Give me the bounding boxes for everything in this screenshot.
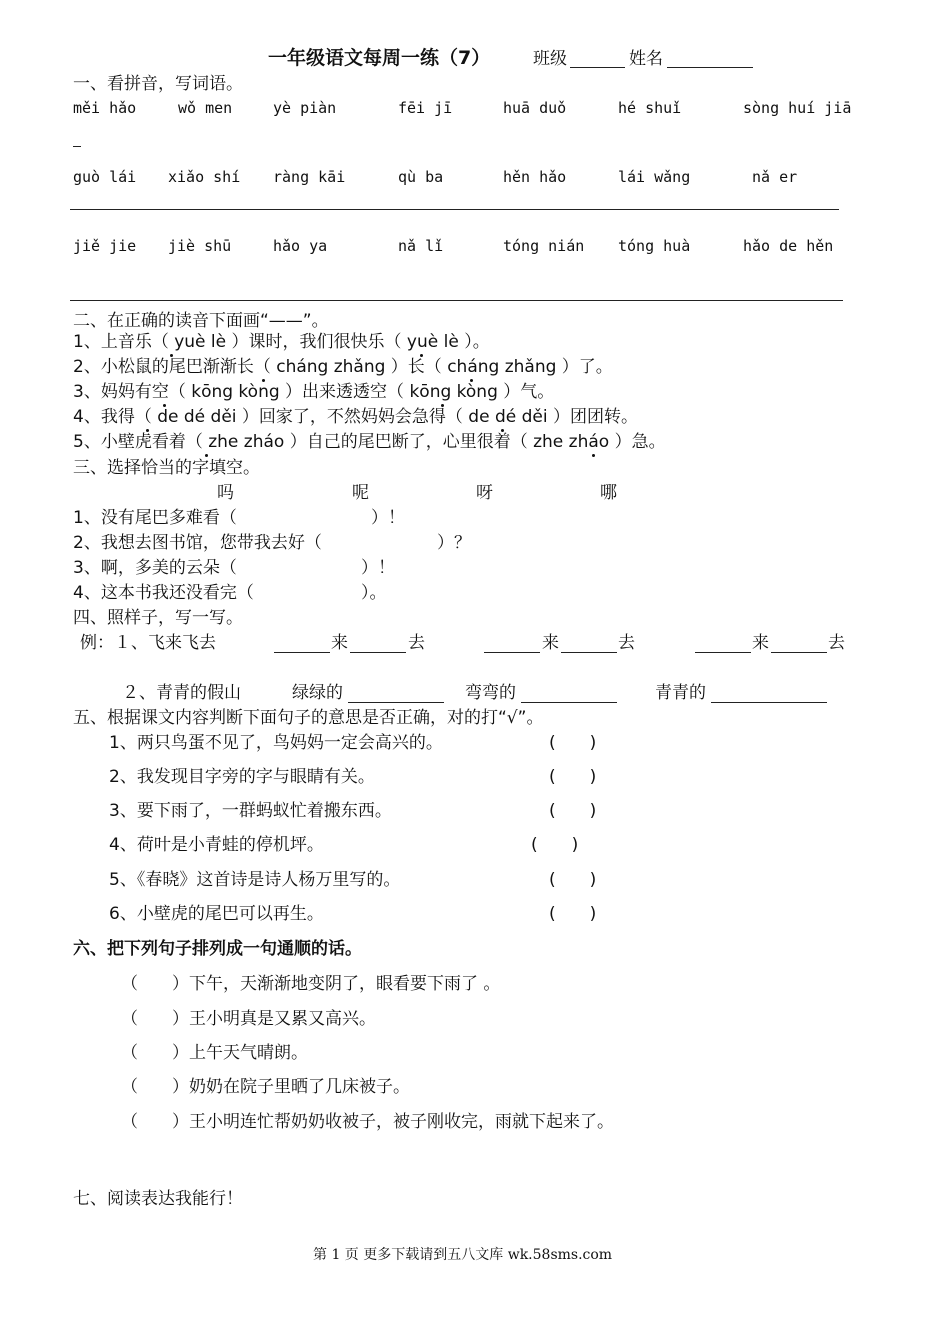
pinyin-item: sòng huí jiā	[743, 99, 852, 117]
char-qu: 去	[618, 633, 635, 653]
judgement-item: 4、荷叶是小青蛙的停机坪。	[109, 835, 324, 855]
pinyin-item: ràng kāi	[273, 168, 346, 186]
pronunciation-question: 4、我得（ de dé děi ）回家了，不然妈妈会急得（ de dé děi ）团团转。	[73, 407, 638, 427]
page-title: 一年级语文每周一练（7）	[268, 47, 491, 69]
emphasis-dot	[501, 429, 504, 432]
name-blank[interactable]	[667, 67, 753, 68]
pinyin-item: hǎo de hěn	[743, 237, 834, 255]
example-2: ２、青青的假山	[122, 683, 241, 703]
judgement-item: 3、要下雨了，一群蚂蚁忙着搬东西。	[109, 801, 392, 821]
fill-close-4: ）。	[361, 583, 387, 603]
judgement-item: 5、《春晓》这首诗是诗人杨万里写的。	[109, 870, 401, 890]
name-label: 姓名	[629, 49, 663, 69]
pinyin-item: yè piàn	[273, 99, 337, 117]
pinyin-item: nǎ lǐ	[398, 237, 444, 255]
fill-close-1: ）！	[371, 508, 405, 528]
emphasis-dot	[420, 354, 423, 357]
ordering-item[interactable]: （ ）王小明连忙帮奶奶收被子，被子刚收完，雨就下起来了。	[121, 1112, 614, 1132]
pinyin-item: lái wǎng	[618, 168, 691, 186]
pinyin-item: hǎo ya	[273, 237, 328, 255]
page-footer: 第 1 页 更多下载请到五八文库 wk.58sms.com	[313, 1247, 613, 1263]
char-lai: 来	[752, 633, 769, 653]
pinyin-item: tóng huà	[618, 237, 691, 255]
pinyin-item: fēi jī	[398, 99, 453, 117]
emphasis-dot	[146, 429, 149, 432]
emphasis-dot	[170, 354, 173, 357]
emphasis-dot	[441, 404, 444, 407]
section-4-heading: 四、照样子，写一写。	[73, 608, 243, 628]
pronunciation-question: 3、妈妈有空（ kōng kòng ）出来透透空（ kōng kòng ）气。	[73, 382, 555, 402]
example-1: 例：１、飞来飞去	[80, 633, 216, 653]
ordering-item[interactable]: （ ）上午天气晴朗。	[121, 1043, 308, 1063]
emphasis-dot	[592, 454, 595, 457]
answer-parens[interactable]: ( )	[531, 835, 579, 855]
section-3-heading: 三、选择恰当的字填空。	[73, 458, 260, 478]
pronunciation-question: 1、上音乐（ yuè lè ）课时，我们很快乐（ yuè lè ）。	[73, 332, 490, 352]
answer-parens[interactable]: ( )	[549, 801, 597, 821]
class-label: 班级	[533, 49, 567, 69]
pinyin-item: jiè shū	[168, 237, 232, 255]
pinyin-item: hé shuǐ	[618, 99, 682, 117]
fill-question-1: 1、没有尾巴多难看（	[73, 508, 237, 528]
ordering-item[interactable]: （ ）下午，天渐渐地变阴了，眼看要下雨了 。	[121, 974, 501, 994]
blank[interactable]	[711, 702, 827, 703]
char-qu: 去	[828, 633, 845, 653]
fill-close-3: ）！	[361, 558, 395, 578]
blank[interactable]	[274, 652, 330, 653]
blank[interactable]	[348, 702, 444, 703]
judgement-item: 2、我发现目字旁的字与眼睛有关。	[109, 767, 375, 787]
emphasis-dot	[205, 454, 208, 457]
ordering-item[interactable]: （ ）奶奶在院子里晒了几床被子。	[121, 1077, 410, 1097]
pinyin-item: měi hǎo	[73, 99, 137, 117]
answer-parens[interactable]: ( )	[549, 904, 597, 924]
pinyin-item: hěn hǎo	[503, 168, 567, 186]
fill-question-3: 3、啊，多美的云朵（	[73, 558, 237, 578]
pinyin-item: xiǎo shí	[168, 168, 241, 186]
answer-parens[interactable]: ( )	[549, 767, 597, 787]
answer-parens[interactable]: ( )	[549, 733, 597, 753]
fill-close-2: ）？	[437, 533, 471, 553]
pronunciation-question: 5、小壁虎看着（ zhe zháo ）自己的尾巴断了，心里很着（ zhe zháo ）急。	[73, 432, 666, 452]
char-lai: 来	[331, 633, 348, 653]
answer-line-3[interactable]	[70, 300, 843, 301]
blank[interactable]	[521, 702, 617, 703]
blank[interactable]	[771, 652, 827, 653]
section-7-heading: 七、阅读表达我能行！	[73, 1189, 243, 1209]
pinyin-item: nǎ er	[752, 168, 798, 186]
pronunciation-question: 2、小松鼠的尾巴渐渐长（ cháng zhǎng ）长（ cháng zhǎng ）了。	[73, 357, 613, 377]
answer-line-2[interactable]	[70, 209, 839, 210]
answer-parens[interactable]: ( )	[549, 870, 597, 890]
emphasis-dot	[163, 404, 166, 407]
word-prompt: 绿绿的	[292, 683, 343, 703]
judgement-item: 1、两只鸟蛋不见了，鸟妈妈一定会高兴的。	[109, 733, 443, 753]
pinyin-item: jiě jie	[73, 237, 137, 255]
char-lai: 来	[542, 633, 559, 653]
fill-question-2: 2、我想去图书馆，您带我去好（	[73, 533, 322, 553]
pinyin-item: qù ba	[398, 168, 444, 186]
section-6-heading: 六、把下列句子排列成一句通顺的话。	[73, 939, 362, 959]
judgement-item: 6、小壁虎的尾巴可以再生。	[109, 904, 324, 924]
pinyin-item: huā duǒ	[503, 99, 567, 117]
blank[interactable]	[695, 652, 751, 653]
pinyin-item: guò lái	[73, 168, 137, 186]
char-qu: 去	[408, 633, 425, 653]
fill-question-4: 4、这本书我还没看完（	[73, 583, 254, 603]
emphasis-dot	[470, 379, 473, 382]
word-option: 呢	[352, 483, 369, 503]
section-5-heading: 五、根据课文内容判断下面句子的意思是否正确，对的打“√”。	[73, 708, 544, 728]
blank[interactable]	[561, 652, 617, 653]
blank[interactable]	[484, 652, 540, 653]
answer-line-1[interactable]	[73, 146, 81, 147]
word-prompt: 青青的	[655, 683, 706, 703]
word-option: 吗	[217, 483, 234, 503]
class-blank[interactable]	[570, 67, 625, 68]
word-option: 呀	[476, 483, 493, 503]
word-prompt: 弯弯的	[465, 683, 516, 703]
pinyin-item: tóng nián	[503, 237, 585, 255]
emphasis-dot	[262, 379, 265, 382]
section-1-heading: 一、看拼音，写词语。	[73, 74, 243, 94]
blank[interactable]	[350, 652, 406, 653]
pinyin-item: wǒ men	[178, 99, 233, 117]
section-2-heading: 二、在正确的读音下面画“——”。	[73, 311, 329, 331]
word-option: 哪	[600, 483, 617, 503]
ordering-item[interactable]: （ ）王小明真是又累又高兴。	[121, 1009, 376, 1029]
